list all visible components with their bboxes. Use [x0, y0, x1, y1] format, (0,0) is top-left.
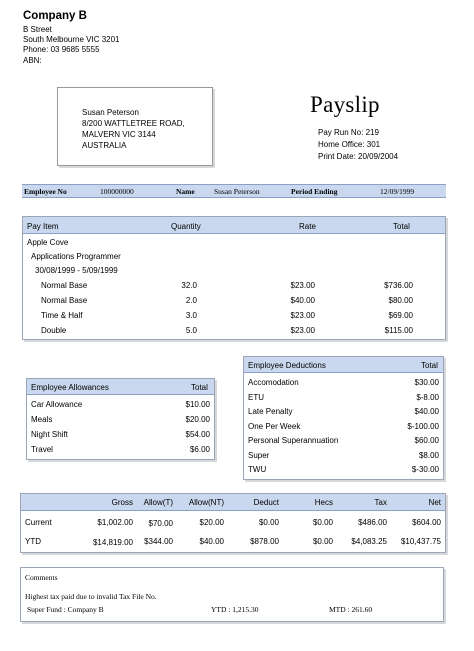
current-hecs: $0.00: [312, 518, 333, 527]
deduction-amount: $-30.00: [411, 465, 439, 474]
deduction-name: Accomodation: [248, 378, 299, 387]
deduction-amount: $30.00: [414, 378, 439, 387]
deduction-amount: $8.00: [418, 450, 439, 460]
allowances-header: [27, 379, 214, 395]
header-net: Net: [428, 498, 441, 507]
ytd-net: $10,437.75: [400, 537, 441, 546]
super-ytd: YTD : 1,215.30: [211, 605, 259, 614]
ytd-hecs: $0.00: [312, 537, 333, 546]
allowance-amount: $10.00: [185, 400, 210, 409]
row-quantity: 3.0: [185, 311, 197, 320]
allowance-amount: $54.00: [185, 430, 210, 439]
ytd-deduct: $878.00: [250, 537, 279, 546]
company-phone: Phone: 03 9685 5555: [23, 45, 100, 54]
allowance-amount: $6.00: [189, 445, 210, 454]
pay-items-header: [23, 217, 445, 234]
totals-header: [21, 494, 445, 511]
period-ending: 12/09/1999: [380, 187, 415, 196]
deductions-total-label: Total: [421, 361, 438, 370]
ytd-allow-t: $344.00: [144, 537, 173, 546]
comments-title: Comments: [25, 573, 58, 582]
header-deduct: Deduct: [253, 498, 279, 507]
allowance-name: Meals: [31, 415, 53, 424]
row-rate: $23.00: [290, 326, 315, 335]
deductions-table: [243, 356, 444, 480]
header-total: Total: [393, 222, 410, 231]
totals-row-label: YTD: [25, 537, 41, 546]
current-tax: $486.00: [358, 518, 387, 527]
row-item: Double: [41, 326, 67, 335]
deduction-amount: $-8.00: [416, 392, 439, 402]
period-ending-label: Period Ending: [291, 187, 338, 196]
row-rate: $23.00: [290, 311, 315, 320]
employee-info-strip: [22, 184, 446, 198]
deduction-name: TWU: [248, 465, 267, 474]
allowance-amount: $20.00: [185, 415, 210, 424]
row-rate: $40.00: [290, 296, 315, 305]
header-tax: Tax: [374, 498, 387, 507]
header-quantity: Quantity: [171, 222, 201, 231]
address-name: Susan Peterson: [82, 108, 139, 117]
employee-address-box: [57, 87, 213, 166]
address-line1: 8/200 WATTLETREE ROAD,: [82, 119, 185, 128]
row-item: Normal Base: [41, 296, 88, 305]
company-name: Company B: [23, 10, 87, 22]
row-quantity: 32.0: [181, 281, 197, 290]
deductions-header: [244, 357, 443, 373]
company-abn: ABN:: [23, 56, 42, 65]
payslip-title: Payslip: [310, 92, 380, 117]
deductions-title: Employee Deductions: [248, 361, 326, 370]
ytd-allow-nt: $40.00: [199, 537, 224, 546]
employee-no-label: Employee No: [24, 187, 67, 196]
allowance-name: Travel: [31, 445, 53, 454]
current-deduct: $0.00: [258, 518, 279, 527]
pay-company: Apple Cove: [27, 238, 69, 247]
employee-name: Susan Peterson: [214, 187, 260, 196]
pay-role: Applications Programmer: [31, 252, 121, 261]
row-quantity: 5.0: [185, 326, 197, 335]
allowances-title: Employee Allowances: [31, 383, 109, 392]
deduction-amount: $40.00: [414, 407, 439, 416]
allowances-table: [26, 378, 215, 460]
deduction-name: Personal Superannuation: [248, 436, 339, 445]
allowance-name: Night Shift: [31, 430, 68, 439]
company-suburb: South Melbourne VIC 3201: [23, 35, 120, 44]
employee-no: 100000000: [100, 187, 134, 196]
ytd-tax: $4,083.25: [351, 537, 387, 546]
current-allow-t: $70.00: [148, 519, 173, 528]
row-total: $69.00: [388, 311, 413, 320]
address-line3: AUSTRALIA: [82, 141, 127, 150]
deduction-name: ETU: [248, 392, 264, 402]
header-allow-nt: Allow(NT): [188, 498, 224, 507]
allowances-total-label: Total: [191, 383, 208, 392]
row-total: $80.00: [388, 296, 413, 305]
row-item: Normal Base: [41, 281, 88, 290]
current-gross: $1,002.00: [97, 518, 133, 527]
deduction-amount: $-100.00: [407, 421, 439, 431]
header-rate: Rate: [299, 222, 316, 231]
header-hecs: Hecs: [314, 498, 333, 507]
row-rate: $23.00: [290, 281, 315, 290]
current-net: $604.00: [412, 518, 441, 527]
header-gross: Gross: [111, 498, 133, 507]
row-item: Time & Half: [41, 311, 83, 320]
comments-text: Highest tax paid due to invalid Tax File No.: [25, 592, 157, 601]
pay-items-table: [22, 216, 446, 340]
pay-run-number: Pay Run No: 219: [318, 128, 379, 137]
row-total: $115.00: [384, 326, 413, 335]
totals-table: [20, 493, 446, 553]
current-allow-nt: $20.00: [199, 518, 224, 527]
ytd-gross: $14,819.00: [92, 538, 133, 547]
print-date: Print Date: 20/09/2004: [318, 152, 399, 161]
row-total: $736.00: [384, 281, 413, 290]
address-line2: MALVERN VIC 3144: [82, 130, 156, 139]
totals-row-label: Current: [25, 518, 52, 527]
header-allow-t: Allow(T): [143, 498, 173, 507]
super-mtd: MTD : 261.60: [329, 605, 373, 614]
deduction-name: One Per Week: [248, 421, 301, 431]
comments-box: [20, 567, 444, 622]
home-office: Home Office: 301: [318, 140, 381, 149]
company-street: B Street: [23, 25, 52, 34]
deduction-amount: $60.00: [414, 436, 439, 445]
row-quantity: 2.0: [185, 296, 197, 305]
name-label: Name: [176, 187, 195, 196]
deduction-name: Super: [248, 450, 270, 460]
allowance-name: Car Allowance: [31, 400, 83, 409]
pay-period: 30/08/1999 - 5/09/1999: [35, 266, 118, 275]
deduction-name: Late Penalty: [248, 407, 293, 416]
header-pay-item: Pay Item: [27, 222, 59, 231]
super-fund: Super Fund : Company B: [27, 605, 104, 614]
